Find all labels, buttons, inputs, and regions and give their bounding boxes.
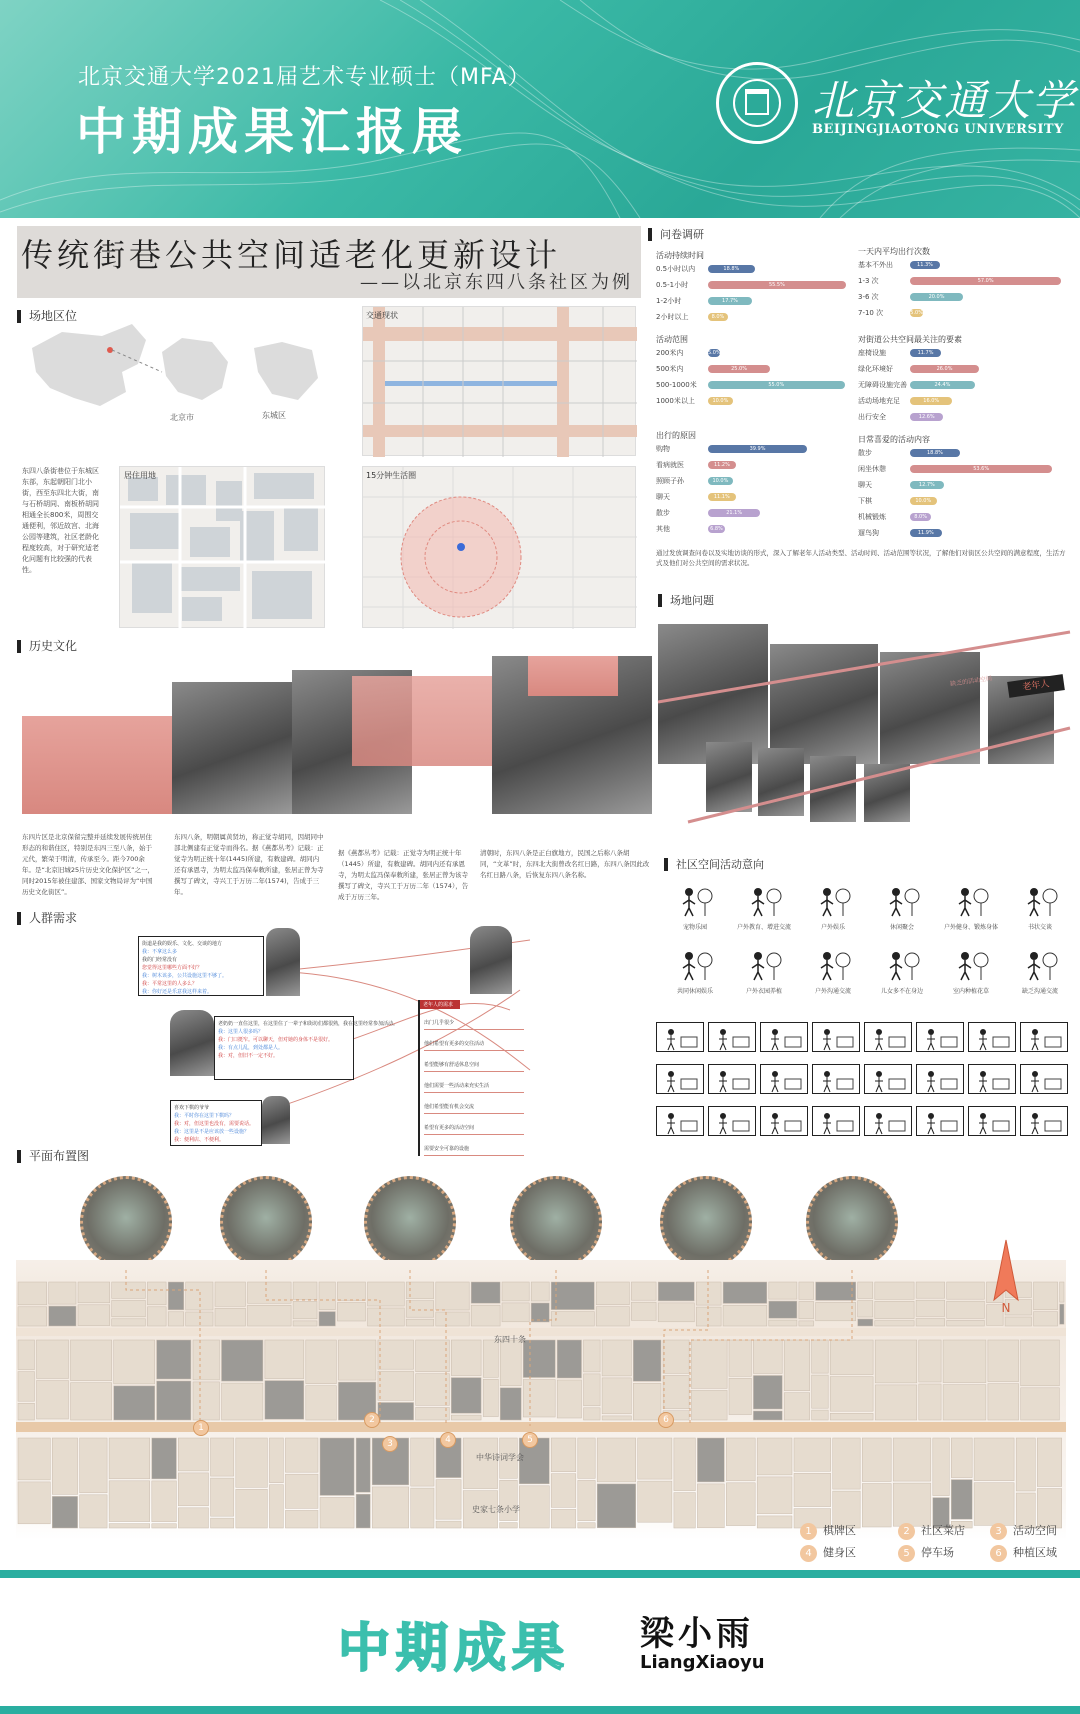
history-photo-collage xyxy=(22,636,652,814)
survey-row-label: 1-2小时 xyxy=(656,297,682,305)
survey-group-title: 活动范围 xyxy=(656,335,688,344)
need-item: 希望有更多的活动空间 xyxy=(424,1124,524,1135)
survey-bar: 57.0% xyxy=(910,277,1061,285)
traffic-map-heading: 交通现状 xyxy=(366,311,398,320)
activity-sketch xyxy=(708,1022,756,1052)
traffic-map xyxy=(362,306,636,456)
need-item: 需要安全可靠的设施 xyxy=(424,1145,524,1156)
survey-bar: 16.0% xyxy=(910,397,952,405)
survey-row-label: 1-3 次 xyxy=(858,277,879,285)
survey-bar: 11.3% xyxy=(910,261,940,269)
activity-sketch xyxy=(916,1106,964,1136)
legend-label: 健身区 xyxy=(823,1546,856,1559)
survey-row xyxy=(858,276,1068,286)
survey-bar: 21.1% xyxy=(708,509,760,517)
survey-bar: 26.0% xyxy=(910,365,979,373)
survey-row-label: 1000米以上 xyxy=(656,397,695,405)
activity-label: 户外衣园养植 xyxy=(745,988,782,995)
activity-figure-icon xyxy=(953,948,989,982)
elderly-portrait-2 xyxy=(170,1010,214,1076)
legend-number: 1 xyxy=(800,1523,817,1540)
survey-row-label: 0.5小时以内 xyxy=(656,265,696,273)
survey-bar: 39.9% xyxy=(708,445,807,453)
legend-number: 2 xyxy=(898,1523,915,1540)
activity-sketch xyxy=(760,1064,808,1094)
survey-group-title: 对街道公共空间最关注的要素 xyxy=(858,335,962,344)
survey-row-label: 500-1000米 xyxy=(656,381,697,389)
interview-box-2: 老奶奶一直住这里，在这里住了一辈子和街坊们都很熟，我在这里经常参加活动。 我：这里人很多吗？ 我：门口挺窄。可以聊天，但对她的身体不是很好。 我：有点儿乱，到处都是人。 我：对，但旧不一定不好。 xyxy=(214,1016,354,1080)
survey-group-title: 出行的原因 xyxy=(656,431,696,440)
survey-bar: 5.0% xyxy=(708,350,721,356)
tag-elderly: 老年人 xyxy=(1007,674,1065,698)
site-issues-photo-collage xyxy=(658,622,1070,822)
svg-text:N: N xyxy=(1001,1301,1011,1315)
survey-row-label: 散步 xyxy=(656,509,670,517)
survey-bar: 18.8% xyxy=(910,449,960,457)
legend-item xyxy=(898,1544,954,1562)
survey-row xyxy=(656,492,856,502)
survey-bar: 17.7% xyxy=(708,297,752,305)
university-seal-icon xyxy=(716,62,798,144)
activity-sketch xyxy=(812,1106,860,1136)
need-item: 出门几乎很少 xyxy=(424,1019,524,1030)
legend-item xyxy=(800,1544,856,1562)
survey-bar: 25.0% xyxy=(708,365,770,373)
legend-label: 棋牌区 xyxy=(823,1524,856,1537)
activity-figure-icon xyxy=(746,884,782,918)
activity-item xyxy=(1005,948,1075,995)
need-item: 他们希望有更多的交往活动 xyxy=(424,1040,524,1051)
activity-label: 户外教育、增进交流 xyxy=(736,924,791,931)
survey-row-label: 0.5-1小时 xyxy=(656,281,689,289)
activity-figure-icon xyxy=(815,884,851,918)
need-item: 希望能够有舒适休息空间 xyxy=(424,1061,524,1072)
activity-figure-icon xyxy=(953,884,989,918)
activity-figure-icon xyxy=(815,948,851,982)
university-name-en: BEIJINGJIAOTONG UNIVERSITY xyxy=(812,122,1064,137)
activity-sketch xyxy=(864,1022,912,1052)
project-title: 传统街巷公共空间适老化更新设计 xyxy=(21,236,562,274)
activity-label: 休闲聚会 xyxy=(889,924,914,931)
legend-number: 5 xyxy=(898,1545,915,1562)
survey-row xyxy=(858,412,1068,422)
activity-item xyxy=(729,948,799,995)
section-heading-site: 场地区位 xyxy=(17,310,77,323)
map-label-beijing: 北京市 xyxy=(170,413,194,422)
survey-bar: 5.0% xyxy=(910,310,923,316)
survey-summary: 通过发放调查问卷以及实地访谈的形式，深入了解老年人活动类型、活动时间、活动范围等状况，了解他们对街区公共空间的满意程度，生活方式及他们对公共空间的需求状况。 xyxy=(656,549,1066,567)
survey-bar: 6.8% xyxy=(708,525,725,533)
history-text-3: 据《燕都丛考》记载：正觉寺为明正统十年（1445）所建，有敕建碑。胡同内还有承恩寺，为明太监冯保奉敕所建，张居正曾为该寺撰写了碑文，寺兴工于万历二年（1574），告成于万历三年。 xyxy=(338,849,469,901)
activity-label: 室内种植花草 xyxy=(952,988,989,995)
legend-item xyxy=(990,1544,1057,1562)
legend-item xyxy=(800,1522,856,1540)
survey-row-label: 机械锻炼 xyxy=(858,513,886,521)
survey-row-label: 无障碍设施完善 xyxy=(858,381,907,389)
child-portrait xyxy=(262,1096,290,1144)
activity-sketch xyxy=(968,1106,1016,1136)
author-name-cn: 梁小雨 xyxy=(640,1614,754,1654)
activity-item xyxy=(660,884,730,931)
survey-row-label: 看病就医 xyxy=(656,461,684,469)
activity-figure-icon xyxy=(746,948,782,982)
history-text-4: 清朝时，东四八条是正白旗地方，民国之后称八条胡同，“文革”时，东四北大街曾改名红日路，东四八条因此改名红日路八条，后恢复东四八条名称。 xyxy=(480,849,650,879)
survey-bar: 24.4% xyxy=(910,381,975,389)
survey-bar: 55.0% xyxy=(708,381,845,389)
section-heading-site-issues: 场地问题 xyxy=(658,594,714,607)
survey-row-label: 购物 xyxy=(656,445,670,453)
survey-bar: 11.9% xyxy=(910,529,942,537)
life-circle-map xyxy=(362,466,636,628)
survey-bar: 53.6% xyxy=(910,465,1052,473)
survey-bar: 10.0% xyxy=(910,497,937,505)
section-heading-history: 历史文化 xyxy=(17,640,77,653)
activity-item xyxy=(798,948,868,995)
exhibition-subtitle: 北京交通大学2021届艺术专业硕士（MFA） xyxy=(78,65,531,90)
survey-bar: 55.5% xyxy=(708,281,846,289)
survey-row-label: 照顾子孙 xyxy=(656,477,684,485)
section-heading-community: 社区空间活动意向 xyxy=(664,858,764,871)
legend-item xyxy=(898,1522,965,1540)
activity-label: 共同休闲娱乐 xyxy=(676,988,713,995)
survey-row xyxy=(656,296,856,306)
survey-bar: 8.0% xyxy=(708,313,728,321)
survey-row xyxy=(656,380,856,390)
activity-sketch xyxy=(656,1106,704,1136)
activity-sketch xyxy=(656,1064,704,1094)
survey-row xyxy=(858,512,1068,522)
header-banner xyxy=(0,0,1080,218)
survey-row-label: 聊天 xyxy=(858,481,872,489)
activity-item xyxy=(936,948,1006,995)
interview-box-3: 喜欢下棋的爷爷 我：平时你在这里下棋吗？ 我：对，但这里也没有，需要说话。 我：这里是不是应该放一些设施？ 我：便利店、不便利。 xyxy=(170,1100,262,1146)
activity-label: 户外沟通交流 xyxy=(814,988,851,995)
activity-label: 书状交谈 xyxy=(1027,924,1052,931)
activity-sketch xyxy=(916,1064,964,1094)
activity-label: 户外娱乐 xyxy=(820,924,845,931)
footer-line-top xyxy=(0,1570,1080,1578)
survey-row-label: 7-10 次 xyxy=(858,309,884,317)
survey-bar: 11.7% xyxy=(910,349,941,357)
survey-bar: 8.0% xyxy=(910,513,931,521)
history-text-2: 东四八条，明朝属黄贤坊，称正觉寺胡同，因胡同中部北侧建有正觉寺而得名。据《燕都丛考》记载：正觉寺为明正统十年(1445)所建，有敕建碑。胡同内还有承恩寺，为明太监冯保奉敕所建，张居正曾为寺撰写了碑文，寺兴工于万历二年(1574)，告成于三年。 xyxy=(174,833,324,896)
survey-row-label: 基本不外出 xyxy=(858,261,893,269)
activity-sketch xyxy=(656,1022,704,1052)
legend-label: 社区菜店 xyxy=(921,1524,965,1537)
map-label-dongcheng: 东城区 xyxy=(262,411,286,420)
section-heading-plan: 平面布置图 xyxy=(17,1150,89,1163)
survey-row xyxy=(656,312,856,322)
activity-sketch xyxy=(1020,1106,1068,1136)
survey-row xyxy=(656,476,856,486)
street-label-1: 东四十条 xyxy=(494,1335,526,1344)
project-title-block xyxy=(17,226,641,298)
survey-row xyxy=(656,444,856,454)
survey-row xyxy=(656,524,856,534)
activity-sketch xyxy=(968,1064,1016,1094)
activity-sketch xyxy=(916,1022,964,1052)
master-plan xyxy=(0,1190,1080,1550)
survey-row-label: 其他 xyxy=(656,525,670,533)
university-name-cn: 北京交通大学 xyxy=(812,76,1077,125)
survey-bar: 18.8% xyxy=(708,265,755,273)
survey-bar: 11.1% xyxy=(708,493,736,501)
activity-figure-icon xyxy=(677,884,713,918)
survey-row-label: 闲坐休憩 xyxy=(858,465,886,473)
activity-sketch xyxy=(1020,1022,1068,1052)
survey-row xyxy=(858,380,1068,390)
north-arrow-icon xyxy=(984,1238,1028,1318)
need-item: 他们需要一些活动来充实生活 xyxy=(424,1082,524,1093)
survey-row xyxy=(858,528,1068,538)
survey-bar: 20.0% xyxy=(910,293,963,301)
survey-group-title: 日常喜爱的活动内容 xyxy=(858,435,930,444)
survey-row-label: 出行安全 xyxy=(858,413,886,421)
survey-row xyxy=(858,464,1068,474)
survey-row-label: 散步 xyxy=(858,449,872,457)
activity-item xyxy=(867,948,937,995)
survey-row xyxy=(858,364,1068,374)
legend-number: 4 xyxy=(800,1545,817,1562)
activity-item xyxy=(867,884,937,931)
activity-sketch xyxy=(968,1022,1016,1052)
survey-row-label: 500米内 xyxy=(656,365,684,373)
activity-sketch xyxy=(708,1106,756,1136)
legend-item xyxy=(990,1522,1057,1540)
author-name-en: LiangXiaoyu xyxy=(640,1652,765,1673)
activity-item xyxy=(798,884,868,931)
activity-sketch xyxy=(1020,1064,1068,1094)
activity-sketch xyxy=(760,1106,808,1136)
activity-item xyxy=(936,884,1006,931)
survey-bar: 10.0% xyxy=(708,397,733,405)
survey-row xyxy=(656,508,856,518)
survey-row xyxy=(858,260,1068,270)
activity-item xyxy=(660,948,730,995)
survey-row-label: 绿化环境好 xyxy=(858,365,893,373)
activity-figure-icon xyxy=(1022,884,1058,918)
landuse-map-heading: 居住用地 xyxy=(124,471,156,480)
survey-row xyxy=(858,396,1068,406)
project-subtitle: ——以北京东四八条社区为例 xyxy=(360,272,633,293)
activity-figure-icon xyxy=(1022,948,1058,982)
survey-row xyxy=(858,348,1068,358)
survey-row xyxy=(656,364,856,374)
activity-sketch xyxy=(708,1064,756,1094)
survey-group-title: 一天内平均出行次数 xyxy=(858,247,930,256)
activity-sketch xyxy=(812,1022,860,1052)
survey-row-label: 3-6 次 xyxy=(858,293,879,301)
activity-figure-icon xyxy=(884,884,920,918)
footer-logo: 中期成果 xyxy=(338,1619,571,1679)
elderly-needs-list: 老年人的需求 出门几乎很少 他们希望有更多的交往活动 希望能够有舒适休息空间 他们需要一些活动来充实生活 他们希望能有机会交流 希望有更多的活动空间 需要安全可靠的设施 xyxy=(418,1000,524,1156)
activity-figure-icon xyxy=(884,948,920,982)
activity-item xyxy=(1005,884,1075,931)
location-maps xyxy=(22,318,322,418)
activity-sketch xyxy=(812,1064,860,1094)
survey-row xyxy=(656,264,856,274)
survey-group-title: 活动持续时间 xyxy=(656,251,704,260)
activity-label: 宠物乐园 xyxy=(682,924,707,931)
site-description: 东四八条街巷位于东城区东部，东起朝阳门北小街，西至东四北大街，南与石桥胡同、南板桥胡同相通全长800米，周围交通便利，邻近故宫、北海公园等建筑，社区老龄化程度较高，对于研究适老化问题有比较强的代表性。 xyxy=(22,467,99,574)
activity-figure-icon xyxy=(677,948,713,982)
survey-row xyxy=(656,280,856,290)
street-label-2: 中华诗词学会 xyxy=(476,1453,524,1462)
legend-label: 停车场 xyxy=(921,1546,954,1559)
survey-row-label: 2小时以上 xyxy=(656,313,689,321)
survey-row-label: 聊天 xyxy=(656,493,670,501)
footer-line-bottom xyxy=(0,1706,1080,1714)
survey-row xyxy=(656,460,856,470)
exhibition-title: 中期成果汇报展 xyxy=(76,103,468,161)
survey-row xyxy=(858,308,1068,318)
survey-row-label: 活动场地充足 xyxy=(858,397,900,405)
survey-row xyxy=(656,348,856,358)
legend-number: 6 xyxy=(990,1545,1007,1562)
survey-row xyxy=(858,496,1068,506)
activity-item xyxy=(729,884,799,931)
activity-label: 儿女多不在身边 xyxy=(880,988,923,995)
elderly-portrait-3 xyxy=(470,926,512,994)
survey-row-label: 下棋 xyxy=(858,497,872,505)
survey-bar: 10.0% xyxy=(708,477,733,485)
need-item: 他们希望能有机会交流 xyxy=(424,1103,524,1114)
survey-row xyxy=(858,292,1068,302)
legend-label: 活动空间 xyxy=(1013,1524,1057,1537)
street-label-3: 史家七条小学 xyxy=(472,1505,520,1514)
survey-row xyxy=(656,396,856,406)
survey-row-label: 座椅设施 xyxy=(858,349,886,357)
section-heading-survey: 问卷调研 xyxy=(648,228,704,241)
activity-label: 户外健身、锻炼身体 xyxy=(943,924,998,931)
legend-number: 3 xyxy=(990,1523,1007,1540)
section-heading-crowd: 人群需求 xyxy=(17,912,77,925)
tag-lacking-space: 缺乏的活动空间 xyxy=(949,675,993,688)
survey-bar: 12.6% xyxy=(910,413,943,421)
survey-row xyxy=(858,448,1068,458)
landuse-map xyxy=(119,466,325,628)
activity-sketch xyxy=(864,1106,912,1136)
activity-sketch xyxy=(760,1022,808,1052)
survey-bar: 12.7% xyxy=(910,481,944,489)
survey-row xyxy=(858,480,1068,490)
legend-label: 种植区域 xyxy=(1013,1546,1057,1559)
activity-label: 缺乏沟通交流 xyxy=(1021,988,1058,995)
survey-row-label: 200米内 xyxy=(656,349,684,357)
history-text-1: 东四片区是北京保留完整并延续发展传统居住形态的和谐住区，特别是东四三至八条，始于元代，繁荣于明清，传承至今。距今700余年。是“北京旧城25片历史文化保护区”之一，同时2015年被住建部、国家文物局评为“中国历史文化街区”。 xyxy=(22,833,155,896)
interview-box-1: 街道是我的娱乐、文化、交谈的地方 我：不拿这么多 我的门经常没有 您觉得这里哪些方面不好？ 我：树木该多，公共设施这里不够了。 我：平常这里的人多么？ 我：你好还是乐意我这样来着。 xyxy=(138,936,264,996)
elderly-portrait-1 xyxy=(266,928,300,996)
survey-bar: 11.2% xyxy=(708,461,736,469)
survey-row-label: 遛鸟狗 xyxy=(858,529,879,537)
life-circle-heading: 15分钟生活圈 xyxy=(366,471,417,480)
activity-sketch xyxy=(864,1064,912,1094)
